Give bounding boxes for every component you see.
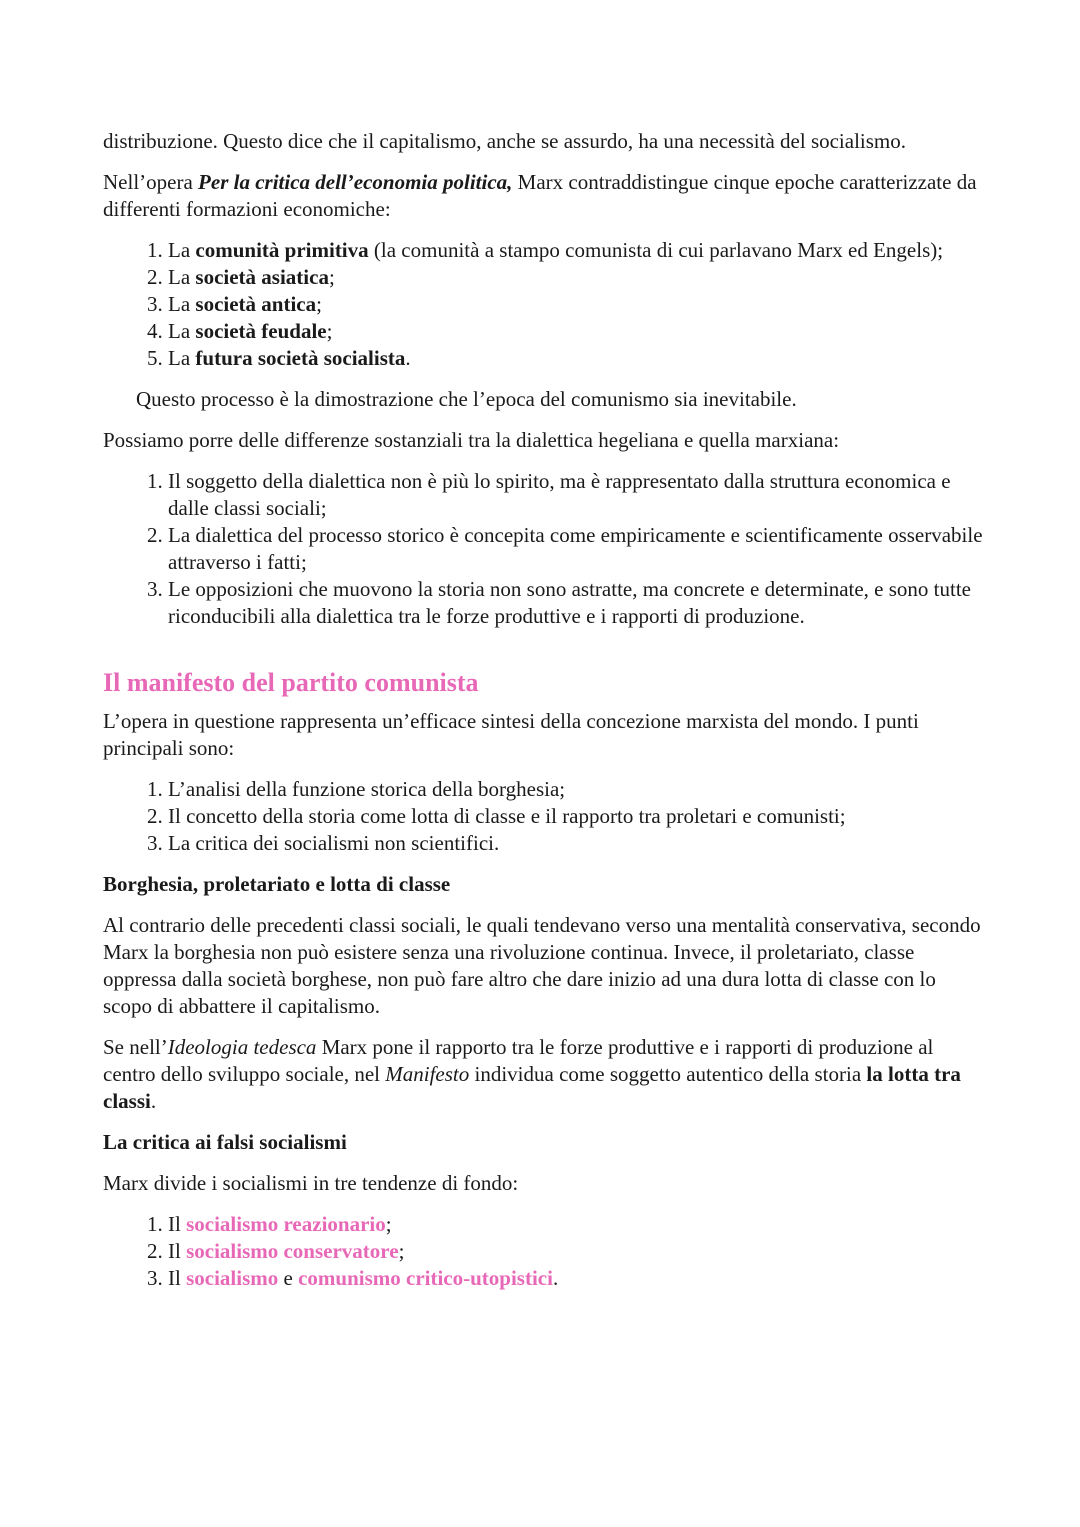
text-run: La <box>168 292 196 316</box>
emphasized-text: Per la critica dell’economia politica, <box>198 170 513 194</box>
paragraph <box>136 386 983 413</box>
text-run: L’opera in questione rappresenta un’efficace sintesi della concezione marxista del mondo. I punti principali sono: <box>103 709 919 760</box>
text-run: Possiamo porre delle differenze sostanziali tra la dialettica hegeliana e quella marxiana: <box>103 428 840 452</box>
text-run: La critica dei socialismi non scientifici. <box>168 831 500 855</box>
text-run: ; <box>385 1212 392 1236</box>
emphasized-text: Manifesto <box>385 1062 470 1086</box>
text-run: e <box>278 1266 299 1290</box>
text-run: distribuzione. Questo dice che il capitalismo, anche se assurdo, ha una necessità del socialismo. <box>103 129 907 153</box>
text-run: (la comunità a stampo comunista di cui parlavano Marx ed Engels); <box>368 238 944 262</box>
paragraph <box>103 427 983 454</box>
text-run: La <box>168 346 196 370</box>
text-run: Marx divide i socialismi in tre tendenze di fondo: <box>103 1171 519 1195</box>
highlighted-term: socialismo reazionario <box>186 1212 386 1236</box>
emphasized-text: società feudale <box>195 319 327 343</box>
list-item <box>168 468 983 522</box>
emphasized-text: futura società socialista <box>195 346 406 370</box>
list-item <box>168 237 983 264</box>
text-run: La <box>168 265 196 289</box>
text-run: Se nell’ <box>103 1035 168 1059</box>
text-run: Questo processo è la dimostrazione che l’epoca del comunismo sia inevitabile. <box>136 387 797 411</box>
emphasized-text: comunità primitiva <box>195 238 369 262</box>
text-run: Al contrario delle precedenti classi sociali, le quali tendevano verso una mentalità conservativa, secondo Marx la borghesia non può esistere senza una rivoluzione continua. Invece, il proletariato, classe oppressa dalla società borghese, non può fare altro che dare inizio ad una dura lotta di classe con lo scopo di abbattere il capitalismo. <box>103 913 981 1018</box>
paragraph <box>103 708 983 762</box>
document-page <box>103 128 983 1306</box>
list-item <box>168 522 983 576</box>
list-item <box>168 318 983 345</box>
text-run: La <box>168 238 196 262</box>
text-run: Nell’opera <box>103 170 199 194</box>
numbered-list <box>103 1211 983 1292</box>
paragraph <box>103 128 983 155</box>
text-run: Il soggetto della dialettica non è più lo spirito, ma è rappresentato dalla struttura economica e dalle classi sociali; <box>168 469 951 520</box>
emphasized-text: la lotta tra classi <box>103 1062 961 1113</box>
text-run: Marx pone il rapporto tra le forze produttive e i rapporti di produzione al centro dello sviluppo sociale, nel <box>103 1035 934 1086</box>
text-run: Borghesia, proletariato e lotta di classe <box>103 872 451 896</box>
text-run: Il <box>168 1212 187 1236</box>
paragraph <box>103 169 983 223</box>
list-item <box>168 264 983 291</box>
text-run: individua come soggetto autentico della storia <box>469 1062 867 1086</box>
text-run: ; <box>398 1239 405 1263</box>
text-run: L’analisi della funzione storica della borghesia; <box>168 777 566 801</box>
numbered-list <box>103 237 983 372</box>
text-run: La <box>168 319 196 343</box>
list-item <box>168 576 983 630</box>
list-item <box>168 1211 983 1238</box>
emphasized-text: Ideologia tedesca <box>167 1035 317 1059</box>
text-run: ; <box>316 292 322 316</box>
highlighted-term: comunismo critico-utopistici <box>298 1266 553 1290</box>
paragraph <box>103 1034 983 1115</box>
list-item <box>168 345 983 372</box>
highlighted-term: socialismo <box>186 1266 279 1290</box>
text-run: Il concetto della storia come lotta di classe e il rapporto tra proletari e comunisti; <box>168 804 846 828</box>
emphasized-text: società antica <box>195 292 317 316</box>
list-item <box>168 291 983 318</box>
text-run: Le opposizioni che muovono la storia non sono astratte, ma concrete e determinate, e sono tutte riconducibili alla dialettica tra le forze produttive e i rapporti di produzione. <box>168 577 972 628</box>
highlighted-term: socialismo conservatore <box>186 1239 399 1263</box>
numbered-list <box>103 776 983 857</box>
text-run: La dialettica del processo storico è concepita come empiricamente e scientificamente osservabile attraverso i fatti; <box>168 523 983 574</box>
paragraph <box>103 1170 983 1197</box>
list-item <box>168 830 983 857</box>
text-run: La critica ai falsi socialismi <box>103 1130 347 1154</box>
text-run: ; <box>326 319 333 343</box>
numbered-list <box>103 468 983 630</box>
text-run: ; <box>328 265 335 289</box>
section-heading <box>103 666 983 700</box>
text-run: . <box>405 346 411 370</box>
list-item <box>168 776 983 803</box>
text-run: Il manifesto del partito comunista <box>103 668 479 697</box>
subsection-heading <box>103 1129 983 1156</box>
paragraph <box>103 912 983 1020</box>
text-run: . <box>552 1266 559 1290</box>
list-item <box>168 1265 983 1292</box>
emphasized-text: società asiatica <box>195 265 329 289</box>
subsection-heading <box>103 871 983 898</box>
text-run: Marx contraddistingue cinque epoche caratterizzate da differenti formazioni economiche: <box>103 170 977 221</box>
text-run: Il <box>168 1266 187 1290</box>
list-item <box>168 803 983 830</box>
text-run: . <box>150 1089 157 1113</box>
list-item <box>168 1238 983 1265</box>
text-run: Il <box>168 1239 187 1263</box>
